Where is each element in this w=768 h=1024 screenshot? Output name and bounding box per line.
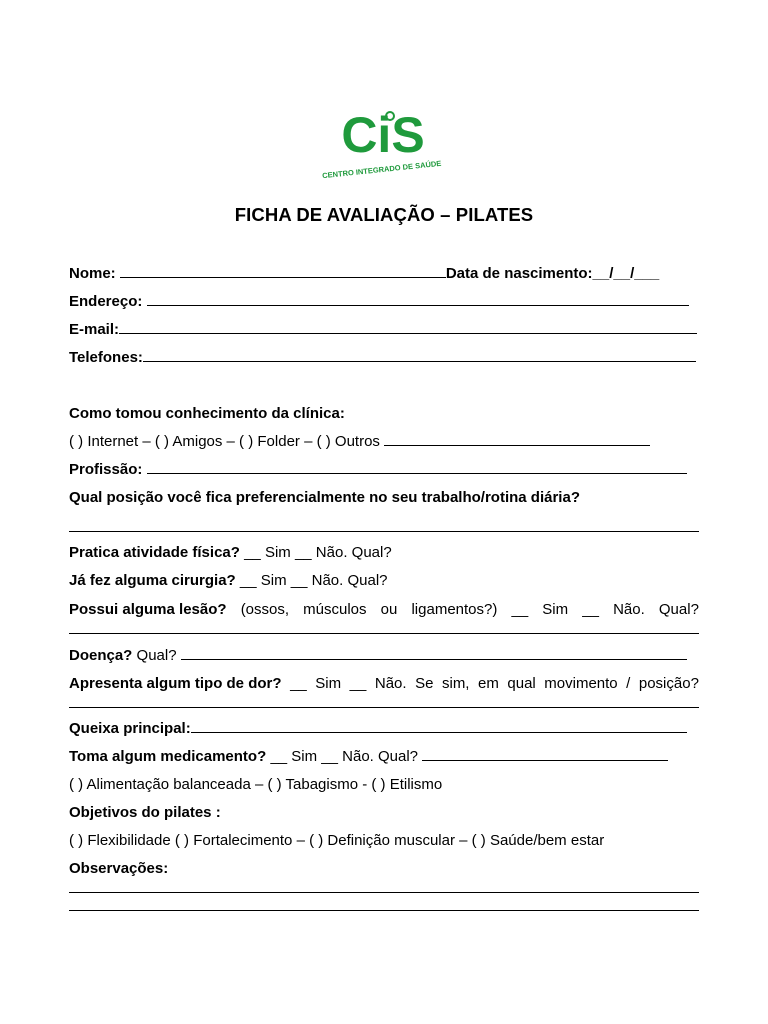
queixa-label: Queixa principal:	[69, 720, 191, 737]
dor-word: Não.	[374, 675, 407, 692]
medicamento-label: Toma algum medicamento?	[69, 748, 267, 765]
lesao-word: Sim	[542, 601, 569, 618]
objetivos-options-text: ( ) Flexibilidade ( ) Fortalecimento – ( ) Definição muscular – ( ) Saúde/bem estar	[69, 832, 605, 849]
dor-word: __	[349, 675, 367, 692]
dor-word: Se	[415, 675, 434, 692]
field-profissao[interactable]	[69, 460, 699, 480]
lesao-word: __	[511, 601, 529, 618]
conhecimento-question	[69, 404, 699, 424]
field-atividade[interactable]	[69, 543, 699, 563]
cirurgia-options: __ Sim __ Não. Qual?	[239, 572, 388, 589]
dor-label: Apresenta algum tipo de dor?	[69, 675, 282, 692]
medicamento-options: __ Sim __ Não. Qual?	[270, 748, 419, 765]
cis-logo-mark	[318, 96, 448, 186]
atividade-label: Pratica atividade física?	[69, 544, 240, 561]
field-medicamento[interactable]	[69, 747, 699, 767]
profissao-blank[interactable]	[147, 460, 687, 474]
logo-mark-text: CiS	[341, 107, 425, 163]
objetivos-options[interactable]	[69, 831, 699, 851]
lesao-word: ligamentos?)	[411, 601, 498, 618]
dor-word: __	[290, 675, 307, 692]
clinic-logo	[318, 96, 448, 186]
field-dor[interactable]	[69, 674, 699, 694]
conhecimento-options[interactable]	[69, 432, 699, 452]
nome-blank[interactable]	[120, 264, 446, 278]
email-blank[interactable]	[119, 320, 697, 334]
email-label: E-mail:	[69, 321, 120, 338]
dor-word: movimento	[544, 675, 618, 692]
form-title: FICHA DE AVALIAÇÃO – PILATES	[234, 204, 534, 225]
objetivos-question	[69, 803, 699, 823]
posicao-label: Qual posição você fica preferencialmente no seu trabalho/rotina diária?	[69, 489, 580, 506]
doenca-label: Doença?	[69, 647, 133, 664]
field-endereco[interactable]	[69, 292, 699, 312]
field-nome[interactable]	[69, 264, 699, 284]
doenca-blank[interactable]	[181, 646, 687, 660]
posicao-question	[69, 488, 699, 508]
endereco-label: Endereço:	[69, 293, 143, 310]
habitos-text: ( ) Alimentação balanceada – ( ) Tabagismo - ( ) Etilismo	[69, 776, 443, 793]
atividade-options: __ Sim __ Não. Qual?	[244, 544, 392, 561]
dor-word: /	[626, 675, 631, 692]
dor-word: Sim	[315, 675, 342, 692]
observacoes-line-1[interactable]	[69, 892, 699, 893]
habitos-options[interactable]	[69, 775, 699, 795]
outros-blank[interactable]	[384, 432, 650, 446]
endereco-blank[interactable]	[147, 292, 689, 306]
queixa-blank[interactable]	[191, 719, 687, 733]
dor-word: em	[478, 675, 499, 692]
dor-answer-line[interactable]	[69, 707, 699, 708]
nome-label: Nome:	[69, 265, 116, 282]
profissao-label: Profissão:	[69, 461, 143, 478]
posicao-answer-line[interactable]	[69, 531, 699, 532]
lesao-answer-line[interactable]	[69, 633, 699, 634]
conhecimento-label: Como tomou conhecimento da clínica:	[69, 405, 345, 422]
doenca-qual: Qual?	[136, 647, 177, 664]
lesao-word: Não.	[613, 601, 645, 618]
lesao-word: __	[582, 601, 599, 618]
field-telefones[interactable]	[69, 348, 699, 368]
medicamento-blank[interactable]	[422, 747, 668, 761]
dor-word: qual	[507, 675, 536, 692]
lesao-label: Possui alguma lesão?	[69, 601, 227, 618]
logo-tagline-text: CENTRO INTEGRADO DE SAÚDE	[321, 158, 442, 181]
telefones-blank[interactable]	[143, 348, 696, 362]
field-doenca[interactable]	[69, 646, 699, 666]
lesao-word: (ossos,	[240, 601, 290, 618]
dor-word: posição?	[638, 675, 699, 692]
cirurgia-label: Já fez alguma cirurgia?	[69, 572, 236, 589]
lesao-word: Qual?	[658, 601, 699, 618]
telefones-label: Telefones:	[69, 349, 143, 366]
observacoes-line-2[interactable]	[69, 910, 699, 911]
observacoes-question	[69, 859, 699, 879]
lesao-word: ou	[380, 601, 398, 618]
field-cirurgia[interactable]	[69, 571, 699, 591]
data-nascimento-label: Data de nascimento:__/__/___	[445, 265, 660, 282]
observacoes-label: Observações:	[69, 860, 169, 877]
dor-word: sim,	[441, 675, 470, 692]
objetivos-label: Objetivos do pilates :	[69, 804, 221, 821]
lesao-word: músculos	[303, 601, 367, 618]
field-queixa[interactable]	[69, 719, 699, 739]
field-email[interactable]	[69, 320, 699, 340]
conhecimento-options-text: ( ) Internet – ( ) Amigos – ( ) Folder – ( ) Outros	[69, 433, 380, 450]
field-lesao[interactable]	[69, 600, 699, 620]
